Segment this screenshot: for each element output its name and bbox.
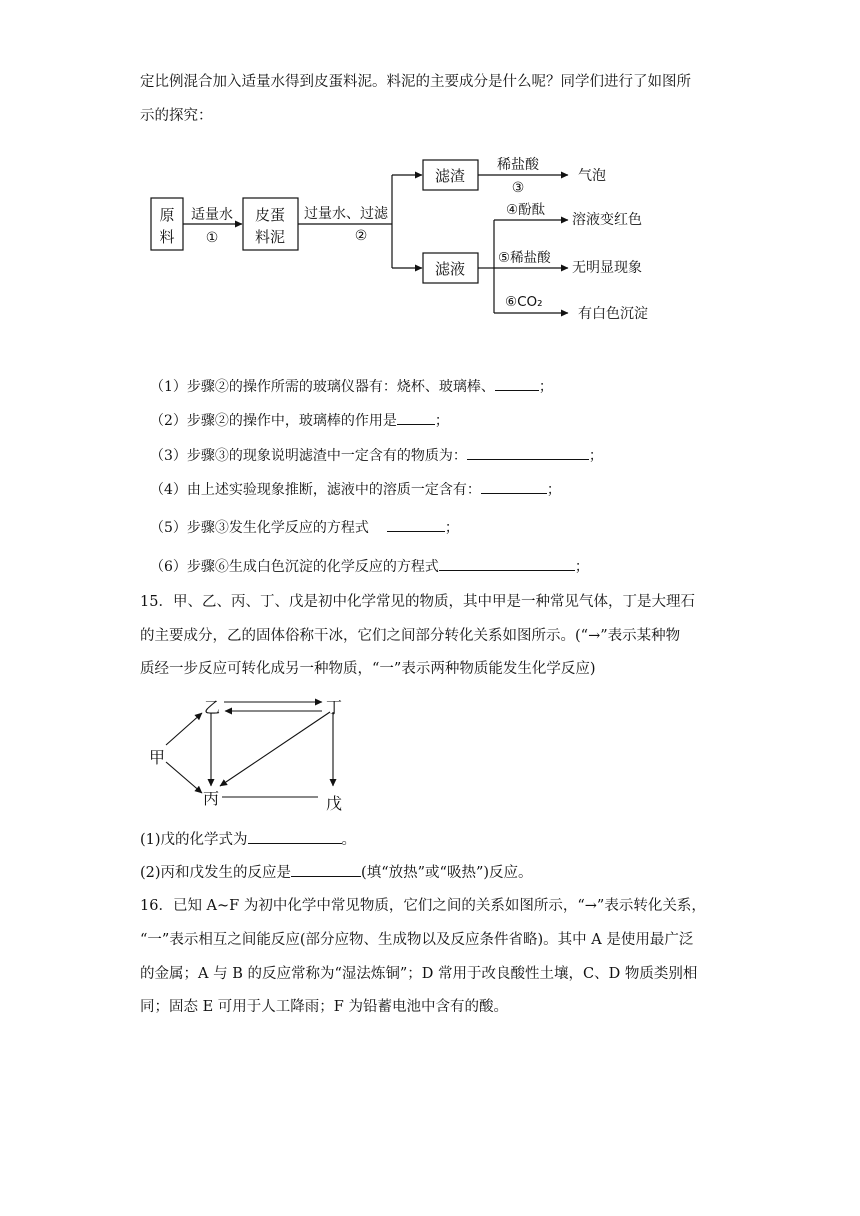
q16-line-3: 的金属；A 与 B 的反应常称为“湿法炼铜”；D 常用于改良酸性土壤，C、D 物质类别相 xyxy=(140,966,698,982)
residue-label: 滤渣 xyxy=(434,167,466,185)
step3-reagent: 稀盐酸 xyxy=(497,157,539,173)
step1-number: ① xyxy=(205,230,219,246)
node-jia: 甲 xyxy=(148,748,166,767)
node-wu: 戊 xyxy=(325,794,343,813)
step2-number: ② xyxy=(354,228,368,244)
q15-line-3: 质经一步反应可转化成另一种物质，“一”表示两种物质能发生化学反应) xyxy=(140,661,596,677)
step5-reagent: ⑤稀盐酸 xyxy=(498,250,551,266)
mud-label-1: 皮蛋 xyxy=(254,206,286,224)
mud-label-2: 料泥 xyxy=(254,228,286,246)
intro-line-1: 定比例混合加入适量水得到皮蛋料泥。料泥的主要成分是什么呢？同学们进行了如图所 xyxy=(140,74,691,90)
filtrate-label: 滤液 xyxy=(434,260,466,278)
node-yi: 乙 xyxy=(203,698,221,717)
q14-sub3: （3）步骤③的现象说明滤渣中一定含有的物质为： ； xyxy=(150,445,603,466)
q14-sub2: （2）步骤②的操作中，玻璃棒的作用是 ； xyxy=(150,410,449,431)
experiment-flowchart xyxy=(0,0,860,340)
raw-label-1: 原 xyxy=(159,206,175,224)
step3-result: 气泡 xyxy=(578,168,606,184)
substance-relation-diagram xyxy=(0,680,400,820)
q14-sub4: （4）由上述实验现象推断，滤液中的溶质一定含有： ； xyxy=(150,479,561,500)
q14-sub1: （1）步骤②的操作所需的玻璃仪器有：烧杯、玻璃棒、 ； xyxy=(150,376,553,397)
intro-line-2: 示的探究： xyxy=(140,108,213,124)
step6-result: 有白色沉淀 xyxy=(578,306,648,322)
q15-sub2: (2)丙和戊发生的反应是 (填“放热”或“吸热”)反应。 xyxy=(140,862,533,883)
step3-number: ③ xyxy=(511,180,525,196)
q16-line-1: 16．已知 A~F 为初中化学中常见物质，它们之间的关系如图所示，“→”表示转化关系， xyxy=(140,898,706,914)
step1-reagent: 适量水 xyxy=(191,207,233,223)
q15-line-2: 的主要成分，乙的固体俗称干冰，它们之间部分转化关系如图所示。(“→”表示某种物 xyxy=(140,628,681,644)
q15-sub1: (1)戊的化学式为 。 xyxy=(140,829,356,850)
node-bing: 丙 xyxy=(202,789,220,808)
q16-line-2: “一”表示相互之间能反应(部分应物、生成物以及反应条件省略)。其中 A 是使用最广泛 xyxy=(140,932,694,948)
q14-sub5: （5）步骤③发生化学反应的方程式 ； xyxy=(150,517,459,538)
q14-sub6: （6）步骤⑥生成白色沉淀的化学反应的方程式 ； xyxy=(150,556,589,577)
raw-label-2: 料 xyxy=(159,228,175,246)
q15-line-1: 15．甲、乙、丙、丁、戊是初中化学常见的物质，其中甲是一种常见气体，丁是大理石 xyxy=(140,594,695,610)
step2-reagent: 过量水、过滤 xyxy=(304,206,388,222)
step4-reagent: ④酚酞 xyxy=(506,202,546,218)
q16-line-4: 同；固态 E 可用于人工降雨；F 为铅蓄电池中含有的酸。 xyxy=(140,999,508,1015)
step4-result: 溶液变红色 xyxy=(572,212,642,228)
node-ding: 丁 xyxy=(325,698,343,717)
step5-result: 无明显现象 xyxy=(572,260,642,276)
step6-reagent: ⑥CO₂ xyxy=(505,294,543,310)
